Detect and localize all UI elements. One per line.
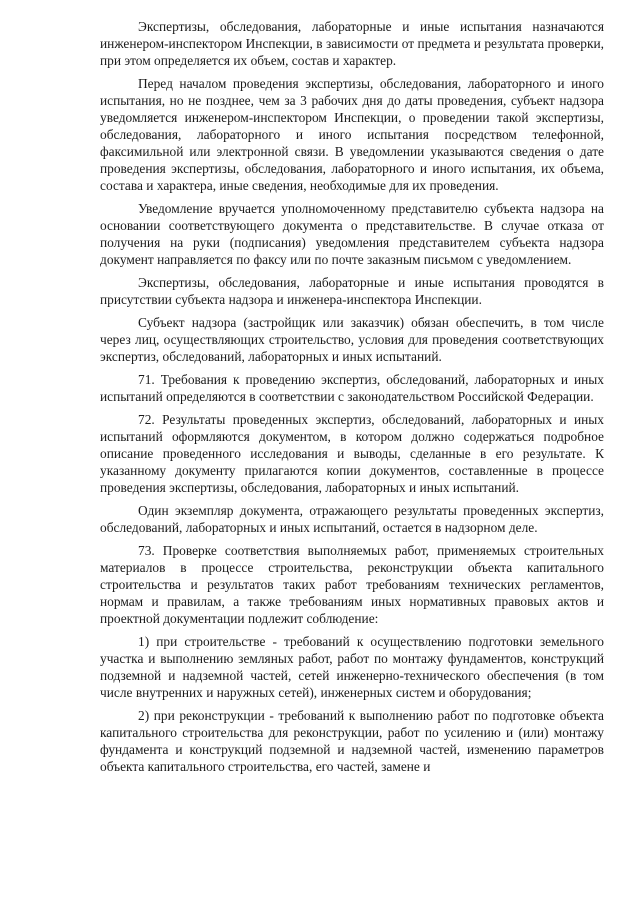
paragraph-73: 73. Проверке соответствия выполняемых работ, применяемых строительных материалов в процессе строительства, реконструкции объекта капитального строительства и результатов таких работ требованиям технических регламентов, нормам и правилам, а также требованиям иных нормативных правовых актов и проектной документации подлежит соблюдение: [100,543,604,626]
paragraph-72: 72. Результаты проведенных экспертиз, обследований, лабораторных и иных испытаний оформляются документом, в котором должно содержаться подробное описание проведенного исследования и выводы, сделанные в его результате. К указанному документу прилагаются копии документов, составленные в процессе проведения экспертизы, обследования, лабораторных и иных испытаний. [100,412,604,495]
paragraph-presence: Экспертизы, обследования, лабораторные и иные испытания проводятся в присутствии субъекта надзора и инженера-инспектора Инспекции. [100,275,604,307]
paragraph-71: 71. Требования к проведению экспертиз, обследований, лабораторных и иных испытаний определяются в соответствии с законодательством Российской Федерации. [100,372,604,404]
paragraph-subject-obligation: Субъект надзора (застройщик или заказчик) обязан обеспечить, в том числе через лиц, осуществляющих строительство, условия для проведения соответствующих экспертиз, обследований, лабораторных и иных испытаний. [100,315,604,364]
paragraph-expertise-assignment: Экспертизы, обследования, лабораторные и иные испытания назначаются инженером-инспектором Инспекции, в зависимости от предмета и результата проверки, при этом определяется их объем, состав и характер. [100,19,604,68]
paragraph-73-item-2: 2) при реконструкции - требований к выполнению работ по подготовке объекта капитального строительства для реконструкции, работ по усилению и (или) монтажу фундамента и конструкций подземной и надземной частей, изменению параметров объекта капитального строительства, его частей, замене и [100,708,604,774]
paragraph-copy-retained: Один экземпляр документа, отражающего результаты проведенных экспертиз, обследований, лабораторных и иных испытаний, остается в надзорном деле. [100,503,604,535]
paragraph-notification-delivery: Уведомление вручается уполномоченному представителю субъекта надзора на основании соответствующего документа о представительстве. В случае отказа от получения на руки (подписания) уведомления представителем субъекта надзора документ направляется по факсу или по почте заказным письмом с уведомлением. [100,201,604,267]
paragraph-73-item-1: 1) при строительстве - требований к осуществлению подготовки земельного участка и выполнению земляных работ, работ по монтажу фундаментов, конструкций подземной и надземной частей, сетей инженерно-технического обеспечения (в том числе внутренних и наружных сетей), инженерных систем и оборудования; [100,634,604,700]
paragraph-notification-before: Перед началом проведения экспертизы, обследования, лабораторного и иного испытания, но не позднее, чем за 3 рабочих дня до даты проведения, субъект надзора уведомляется инженером-инспектором Инспекции, о проведении такой экспертизы, обследования, лабораторного и иного испытания посредством телефонной, факсимильной или электронной связи. В уведомлении указываются сведения о дате проведения экспертизы, обследования, лабораторного и иного испытания, их объема, состава и характера, иные сведения, необходимые для их проведения. [100,76,604,193]
document-page [100,18,604,781]
